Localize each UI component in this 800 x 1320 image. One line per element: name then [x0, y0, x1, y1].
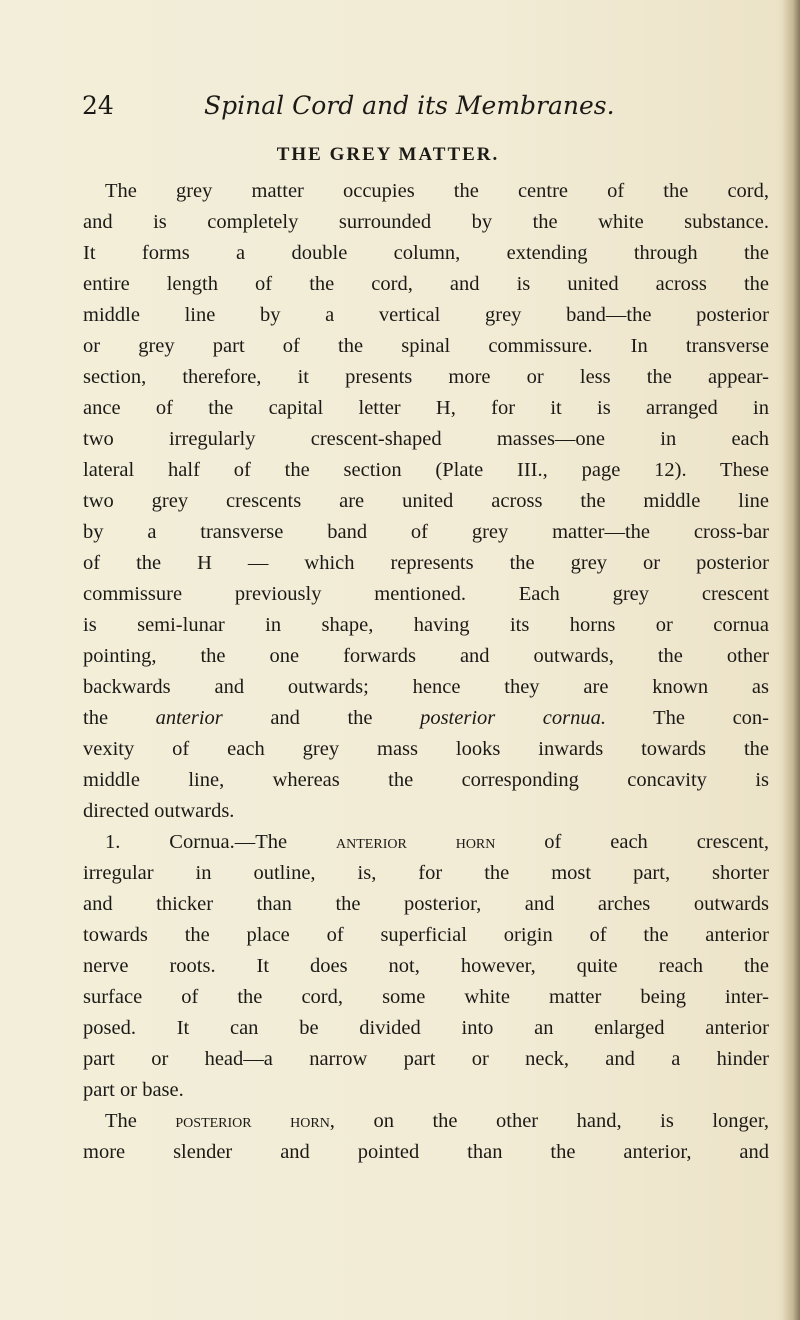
text-line: vexity of each grey mass looks inwards towards the — [83, 738, 769, 760]
text-line: and is completely surrounded by the white substance. — [83, 211, 769, 233]
text-line: is semi-lunar in shape, having its horns or cornua — [83, 614, 769, 636]
text-run: The con- — [605, 707, 769, 729]
text-line: two irregularly crescent-shaped masses—one in each — [83, 428, 769, 450]
text-line: nerve roots. It does not, however, quite reach the — [83, 955, 769, 977]
text-line: posed. It can be divided into an enlarged anterior — [83, 1017, 769, 1039]
text-line-mixed — [83, 1106, 769, 1137]
running-head — [82, 88, 782, 124]
text-line: It forms a double column, extending through the — [83, 242, 769, 264]
text-run: and the — [222, 707, 421, 729]
italic-term: anterior — [155, 707, 223, 729]
italic-term: posterior cornua. — [420, 707, 606, 729]
text-line: backwards and outwards; hence they are known as — [83, 676, 769, 698]
text-line: entire length of the cord, and is united across the — [83, 273, 769, 295]
text-run: the — [83, 707, 156, 729]
text-run: The — [105, 1110, 176, 1132]
text-line: ance of the capital letter H, for it is arranged in — [83, 397, 769, 419]
page-number: 24 — [82, 91, 114, 120]
text-line: surface of the cord, some white matter being inter- — [83, 986, 769, 1008]
text-line: lateral half of the section (Plate III., page 12). These — [83, 459, 769, 481]
text-line: part or base. — [83, 1079, 184, 1101]
section-heading: THE GREY MATTER. — [276, 144, 500, 165]
text-line: pointing, the one forwards and outwards, the other — [83, 645, 769, 667]
text-line: middle line by a vertical grey band—the posterior — [83, 304, 769, 326]
text-run: on the other hand, is longer, — [334, 1110, 769, 1132]
text-line-mixed — [83, 703, 769, 734]
text-line: more slender and pointed than the anterior, and — [83, 1141, 769, 1163]
page-edge-shadow — [782, 0, 800, 1320]
running-title: Spinal Cord and its Membranes. — [204, 91, 615, 120]
text-line-mixed — [83, 827, 769, 858]
small-caps-term: posterior horn, — [175, 1110, 335, 1132]
text-line: irregular in outline, is, for the most part, shorter — [83, 862, 769, 884]
text-line: directed outwards. — [83, 800, 235, 822]
text-run: 1. Cornua.—The — [105, 831, 337, 853]
text-line: by a transverse band of grey matter—the cross-bar — [83, 521, 769, 543]
text-line: or grey part of the spinal commissure. In transverse — [83, 335, 769, 357]
text-line: part or head—a narrow part or neck, and a hinder — [83, 1048, 769, 1070]
text-line: two grey crescents are united across the middle line — [83, 490, 769, 512]
text-line: commissure previously mentioned. Each grey crescent — [83, 583, 769, 605]
text-line: and thicker than the posterior, and arches outwards — [83, 893, 769, 915]
small-caps-term: anterior horn — [336, 831, 496, 853]
text-line: towards the place of superficial origin of the anterior — [83, 924, 769, 946]
text-line: The grey matter occupies the centre of the cord, — [105, 180, 769, 202]
text-line: middle line, whereas the corresponding concavity is — [83, 769, 769, 791]
text-line: section, therefore, it presents more or less the appear- — [83, 366, 769, 388]
body-text — [83, 176, 769, 1168]
text-line: of the H — which represents the grey or posterior — [83, 552, 769, 574]
text-run: of each crescent, — [495, 831, 769, 853]
